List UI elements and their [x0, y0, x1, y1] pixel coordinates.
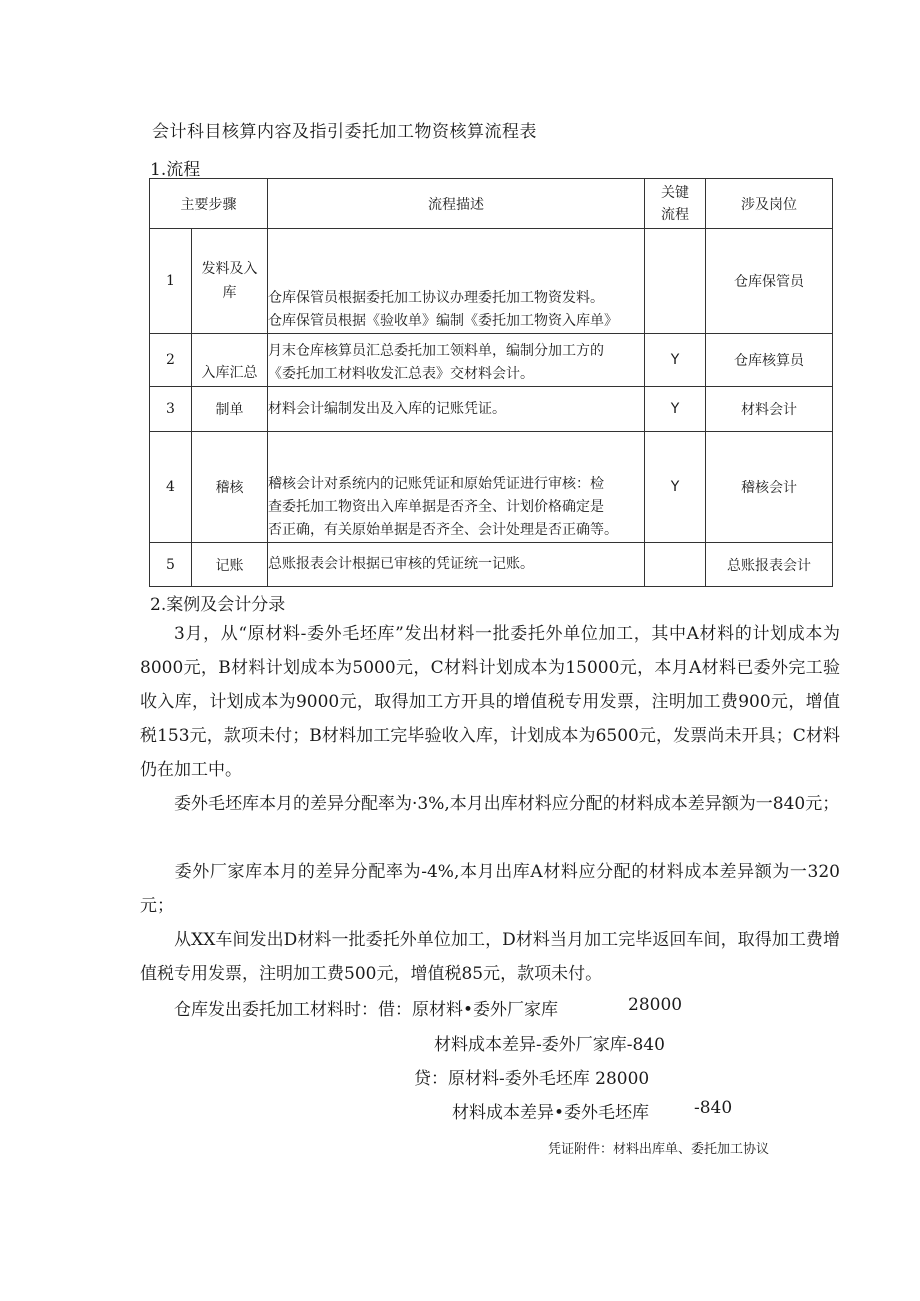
row-step: [192, 229, 268, 334]
table-row: [150, 334, 833, 387]
row-position: 仓库保管员: [706, 229, 833, 334]
desc-line: 材料会计编制发出及入库的记账凭证。: [268, 400, 506, 417]
case-paragraph-text: 委外毛坯库本月的差异分配率为·3%,本月出库材料应分配的材料成本差异额为一840元；: [174, 794, 840, 814]
header-positions: 涉及岗位: [706, 179, 833, 229]
row-description: [268, 387, 645, 432]
document-title: 会计科目核算内容及指引委托加工物资核算流程表: [152, 122, 537, 142]
row-key-flag: Y: [645, 387, 706, 432]
header-key-process: [645, 179, 706, 229]
row-key-flag: [645, 543, 706, 587]
row-step-line2: 库: [222, 285, 237, 301]
desc-line: 查委托加工物资出入库单据是否齐全、计划价格确定是: [268, 499, 604, 515]
case-paragraph: [140, 787, 840, 821]
table-row: [150, 229, 833, 334]
row-number: 5: [150, 543, 192, 587]
table-row: [150, 543, 833, 587]
header-steps: 主要步骤: [150, 179, 268, 229]
row-position: 仓库核算员: [706, 334, 833, 387]
section-1-heading: 1.流程: [150, 160, 201, 180]
row-description: [268, 334, 645, 387]
header-key-line1: 关键: [661, 184, 689, 201]
header-key-line2: 流程: [661, 206, 689, 223]
row-position: 总账报表会计: [706, 543, 833, 587]
desc-line: 《委托加工材料收发汇总表》交材料会计。: [268, 366, 534, 382]
table-header-row: [150, 179, 833, 229]
case-paragraph-text: 3月，从“原材料-委外毛坯库”发出材料一批委托外单位加工，其中A材料的计划成本为8000元，B材料计划成本为5000元，C材料计划成本为15000元，本月A材料已委外完工验收入库，计划成本为9000元，取得加工方开具的增值税专用发票，注明加工费900元，增值税153元，款项未付；B材料加工完毕验收入库，计划成本为6500元，发票尚未开具；C材料仍在加工中。: [140, 624, 840, 780]
row-key-flag: [645, 229, 706, 334]
process-table: [149, 178, 833, 587]
case-paragraph: [140, 855, 840, 923]
row-position: 材料会计: [706, 387, 833, 432]
row-position: 稽核会计: [706, 432, 833, 543]
entry-debit-line-1: 仓库发出委托加工材料时：借：原材料•委外厂家库: [174, 1000, 559, 1020]
table-row: [150, 432, 833, 543]
case-paragraph-text: 从XX车间发出D材料一批委托外单位加工，D材料当月加工完毕返回车间，取得加工费增值税专用发票，注明加工费500元，增值税85元，款项未付。: [140, 930, 840, 984]
desc-line: 月末仓库核算员汇总委托加工领料单，编制分加工方的: [268, 343, 604, 359]
row-step: 记账: [192, 543, 268, 587]
section-2-heading: 2.案例及会计分录: [150, 595, 286, 615]
row-description: [268, 229, 645, 334]
row-number: 1: [150, 229, 192, 334]
entry-credit-line-2: 材料成本差异•委外毛坯库: [452, 1103, 650, 1123]
row-number: 3: [150, 387, 192, 432]
row-description: [268, 432, 645, 543]
case-paragraph-text: 委外厂家库本月的差异分配率为-4%,本月出库A材料应分配的材料成本差异额为一320元；: [140, 862, 840, 916]
row-number: 4: [150, 432, 192, 543]
entry-credit-amount-2: -840: [694, 1098, 733, 1118]
entry-credit-line-1: 贷：原材料-委外毛坯库 28000: [414, 1069, 650, 1089]
case-paragraph: [140, 617, 840, 787]
row-description: [268, 543, 645, 587]
desc-line: 总账报表会计根据已审核的凭证统一记账。: [268, 556, 534, 572]
row-step: 制单: [192, 387, 268, 432]
row-number: 2: [150, 334, 192, 387]
case-paragraph: [140, 923, 840, 991]
row-key-flag: Y: [645, 334, 706, 387]
desc-line: 仓库保管员根据《验收单》编制《委托加工物资入库单》: [268, 313, 618, 329]
header-description: 流程描述: [268, 179, 645, 229]
voucher-attachment-note: 凭证附件：材料出库单、委托加工协议: [548, 1142, 770, 1157]
entry-debit-amount-1: 28000: [628, 995, 683, 1015]
desc-line: 稽核会计对系统内的记账凭证和原始凭证进行审核：检: [268, 476, 604, 492]
row-step-line1: 发料及入: [201, 261, 258, 277]
entry-debit-line-2: 材料成本差异-委外厂家库-840: [434, 1035, 665, 1055]
row-step: 稽核: [192, 432, 268, 543]
row-key-flag: Y: [645, 432, 706, 543]
row-step: 入库汇总: [192, 334, 268, 387]
table-row: [150, 387, 833, 432]
desc-line: 否正确，有关原始单据是否齐全、会计处理是否正确等。: [268, 522, 618, 538]
desc-line: 仓库保管员根据委托加工协议办理委托加工物资发料。: [268, 290, 604, 306]
